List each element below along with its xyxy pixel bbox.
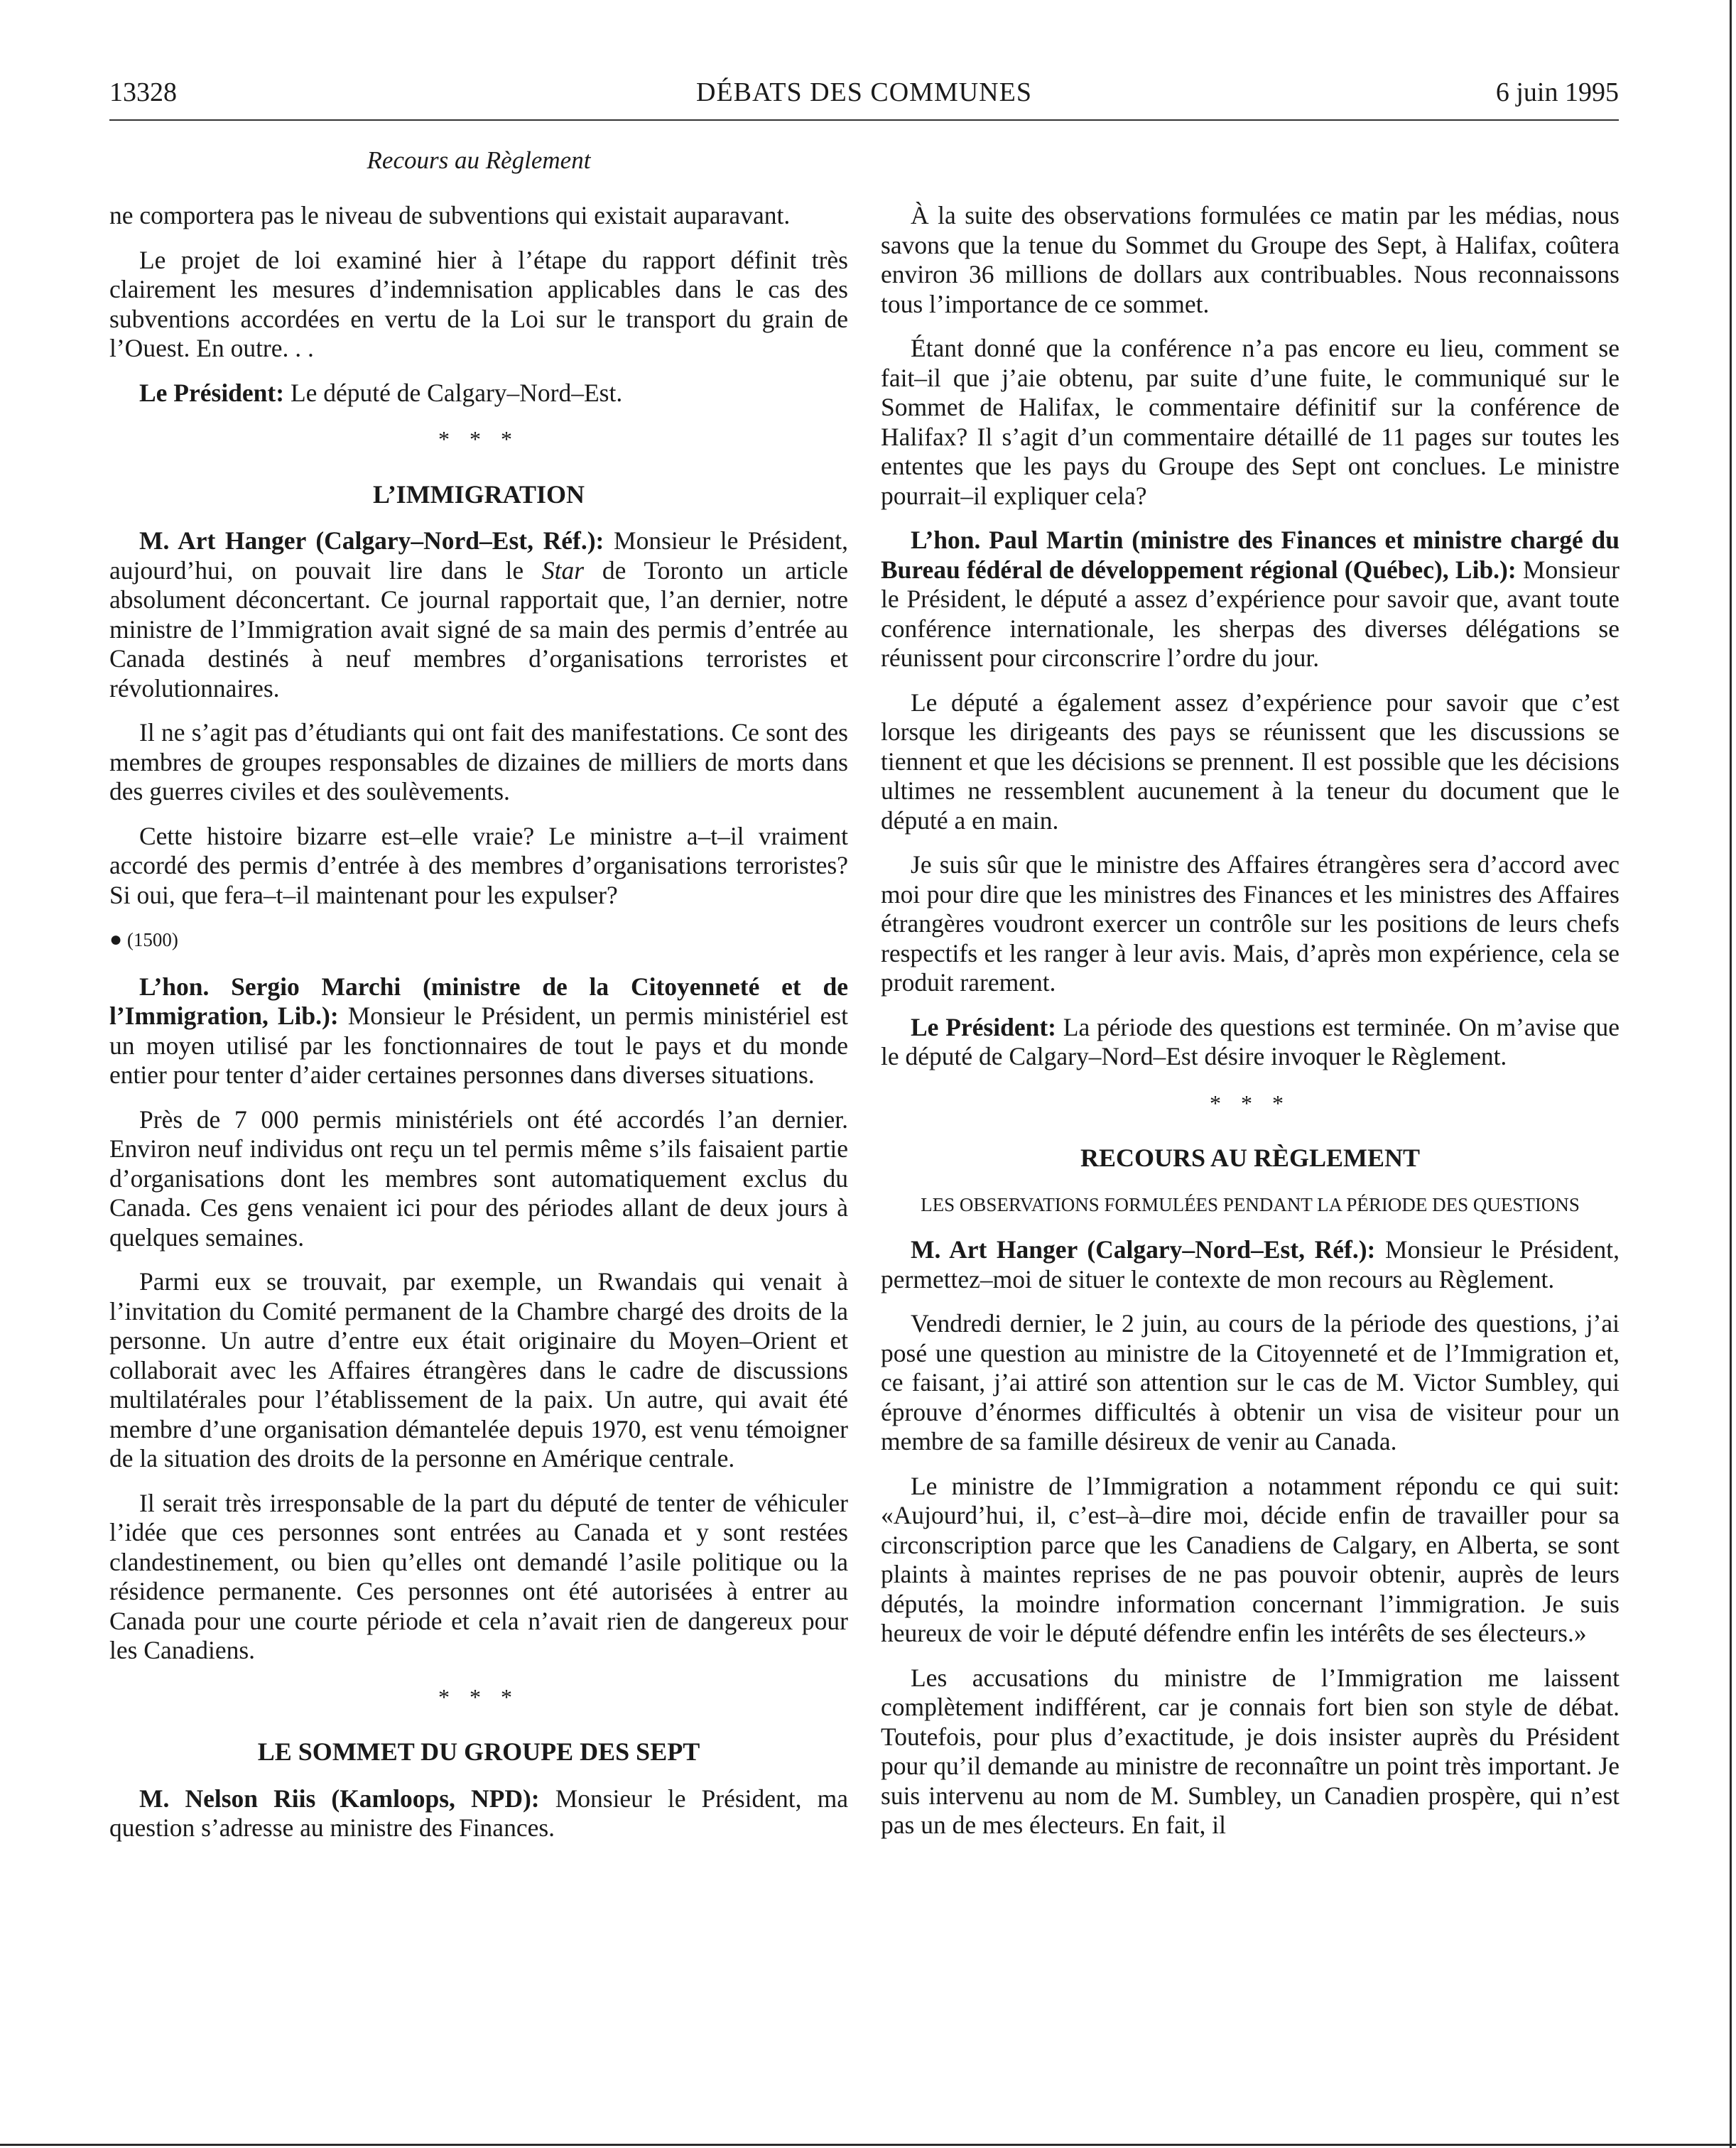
paragraph: Étant donné que la conférence n’a pas encore eu lieu, comment se fait–il que j’aie obtenu, par suite d’une fuite, le communiqué sur le Sommet de Halifax, le commentaire définitif sur la conférence de Halifax? Il s’agit d’un commentaire détaillé de 11 pages sur toutes les ententes que les pays du Groupe des Sept ont conclues. Le ministre pourrait–il expliquer cela? <box>881 334 1620 510</box>
speaker-name: L’hon. Paul Martin (ministre des Finances et ministre chargé du Bureau fédéral de développement régional (Québec), Lib.): <box>881 526 1620 584</box>
speaker-name: Le Président: <box>911 1012 1056 1041</box>
page-frame-bottom <box>0 2144 1736 2146</box>
speaker-paragraph <box>881 1013 1620 1072</box>
speaker-paragraph <box>109 972 848 1090</box>
page-number: 13328 <box>109 77 177 107</box>
right-column <box>881 201 1620 1855</box>
section-separator: * * * <box>1210 1090 1291 1116</box>
bullet-icon: ● <box>109 928 123 951</box>
speaker-name: M. Art Hanger (Calgary–Nord–Est, Réf.): <box>911 1235 1376 1264</box>
paragraph: ne comportera pas le niveau de subventions qui existait auparavant. <box>109 201 791 229</box>
paragraph: Le député a également assez d’expérience pour savoir que c’est lorsque les dirigeants des pays se réunissent que les discussions se tiennent et que les décisions se prennent. Il est possible que les décisions ultimes ne ressemblent aucunement à la teneur du document que le député a en main. <box>881 688 1620 835</box>
speaker-name: L’hon. Sergio Marchi (ministre de la Citoyenneté et de l’Immigration, Lib.): <box>109 972 848 1030</box>
section-subheading: LES OBSERVATIONS FORMULÉES PENDANT LA PÉRIODE DES QUESTIONS <box>921 1193 1580 1215</box>
speech-text: Monsieur le Président, ma question s’adresse au ministre des Finances. <box>109 1784 848 1842</box>
section-separator: * * * <box>438 426 519 452</box>
paragraph: À la suite des observations formulées ce matin par les médias, nous savons que la tenue du Sommet du Groupe des Sept, à Halifax, coûtera environ 36 millions de dollars aux contribuables. Nous reconnaissons tous l’importance de ce sommet. <box>881 201 1620 318</box>
header-date: 6 juin 1995 <box>1495 77 1619 107</box>
paragraph: Il serait très irresponsable de la part du député de tenter de véhiculer l’idée que ces personnes sont entrées au Canada et y sont restées clandestinement, ou bien qu’elles ont demandé l’asile politique ou la résidence permanente. Ces personnes ont été autorisées à entrer au Canada pour une courte période et cela n’avait rien de dangereux pour les Canadiens. <box>109 1488 848 1664</box>
paragraph: Vendredi dernier, le 2 juin, au cours de la période des questions, j’ai posé une question au ministre de la Citoyenneté et de l’Immigration et, ce faisant, j’ai attiré son attention sur le cas de M. Victor Sumbley, qui éprouve d’énormes difficultés à obtenir un visa de visiteur pour un membre de sa famille désireux de venir au Canada. <box>881 1309 1620 1455</box>
speaker-name: M. Nelson Riis (Kamloops, NPD): <box>139 1784 540 1813</box>
speech-text: La période des questions est terminée. On m’avise que le député de Calgary–Nord–Est désire invoquer le Règlement. <box>881 1012 1620 1070</box>
newspaper-name: Star <box>541 555 585 585</box>
section-separator: * * * <box>438 1683 519 1710</box>
speaker-paragraph <box>881 526 1620 673</box>
header-rule <box>109 119 1619 121</box>
section-heading: LE SOMMET DU GROUPE DES SEPT <box>257 1737 700 1766</box>
paragraph: Le ministre de l’Immigration a notamment répondu ce qui suit: «Aujourd’hui, il, c’est–à–dire moi, décide enfin de travailler pour sa circonscription parce que les Canadiens de Calgary, en Alberta, se sont plaints à maintes reprises de ne pas pouvoir obtenir, auprès de leurs députés, la moindre information concernant l’immigration. Je suis heureux de voir le député défendre enfin les intérêts de ses électeurs.» <box>881 1471 1620 1647</box>
paragraph: Cette histoire bizarre est–elle vraie? Le ministre a–t–il vraiment accordé des permis d’entrée à des membres d’organisations terroristes? Si oui, que fera–t–il maintenant pour les expulser? <box>109 821 848 909</box>
paragraph: Parmi eux se trouvait, par exemple, un Rwandais qui venait à l’invitation du Comité permanent de la Chambre chargé des droits de la personne. Un autre d’entre eux était originaire du Moyen–Orient et collaborait avec les Affaires étrangères dans le cadre de discussions multilatérales pour l’établissement de la paix. Un autre, qui avait été membre d’une organisation démantelée depuis 1970, est venu témoigner de la situation des droits de la personne en Amérique centrale. <box>109 1267 848 1472</box>
speech-text: de Toronto un article absolument déconcertant. Ce journal rapportait que, l’an dernier, notre ministre de l’Immigration avait signé de sa main des permis d’entrée au Canada destinés à neuf membres d’organisations terroristes et révolutionnaires. <box>109 555 849 703</box>
speech-text: Monsieur le Président, un permis ministériel est un moyen utilisé par les fonctionnaires de tout le pays et du monde entier pour tenter d’aider certaines personnes dans diverses situations. <box>109 1002 849 1089</box>
speech-text: Le député de Calgary–Nord–Est. <box>284 378 623 407</box>
paragraph: Les accusations du ministre de l’Immigration me laissent complètement indifférent, car je connais fort bien son style de débat. Toutefois, pour plus d’exactitude, je dois insister auprès du Président pour qu’il demande au ministre de reconnaître un point très important. Je suis intervenu au nom de M. Sumbley, un Canadien prospère, qui n’est pas un de mes électeurs. En fait, il <box>881 1663 1620 1839</box>
paragraph: Le projet de loi examiné hier à l’étape du rapport définit très clairement les mesures d’indemnisation applicables dans le cas des subventions accordées en vertu de la Loi sur le transport du grain de l’Ouest. En outre. . . <box>109 245 848 362</box>
time-marker <box>109 925 848 955</box>
speaker-paragraph <box>109 1784 848 1843</box>
left-column <box>109 201 848 1858</box>
paragraph: Je suis sûr que le ministre des Affaires étrangères sera d’accord avec moi pour dire que les ministres des Finances et les ministres des Affaires étrangères voudront exercer un contrôle sur les positions de leurs chefs respectifs et les ranger à leur avis. Mais, d’après mon expérience, cela se produit rarement. <box>881 850 1620 997</box>
speaker-paragraph <box>109 379 848 408</box>
paragraph: Il ne s’agit pas d’étudiants qui ont fait des manifestations. Ce sont des membres de groupes responsables de dizaines de milliers de morts dans des guerres civiles et des soulèvements. <box>109 718 848 806</box>
time-marker-label: (1500) <box>126 929 178 950</box>
page-frame-right <box>1730 0 1732 2148</box>
section-heading: L’IMMIGRATION <box>372 479 585 509</box>
speech-text: Monsieur le Président, aujourd’hui, on pouvait lire dans le <box>109 526 848 585</box>
journal-title: DÉBATS DES COMMUNES <box>696 77 1032 107</box>
section-heading: RECOURS AU RÈGLEMENT <box>1080 1144 1421 1172</box>
section-title: Recours au Règlement <box>367 146 591 174</box>
speaker-name: M. Art Hanger (Calgary–Nord–Est, Réf.): <box>139 526 604 555</box>
speaker-name: Le Président: <box>139 378 285 407</box>
speaker-paragraph <box>109 526 848 703</box>
speech-text: Monsieur le Président, le député a assez d’expérience pour savoir que, avant toute conférence internationale, les sherpas des diverses délégations se réunissent pour circonscrire l’ordre du jour. <box>881 555 1620 672</box>
speech-text: Monsieur le Président, permettez–moi de situer le contexte de mon recours au Règlement. <box>881 1235 1620 1293</box>
paragraph: Près de 7 000 permis ministériels ont été accordés l’an dernier. Environ neuf individus ont reçu un tel permis même s’ils faisaient partie d’organisations dont les membres sont automatiquement exclus du Canada. Ces gens venaient ici pour des périodes allant de deux jours à quelques semaines. <box>109 1105 848 1252</box>
page-header <box>109 77 1619 119</box>
speaker-paragraph <box>881 1235 1620 1294</box>
